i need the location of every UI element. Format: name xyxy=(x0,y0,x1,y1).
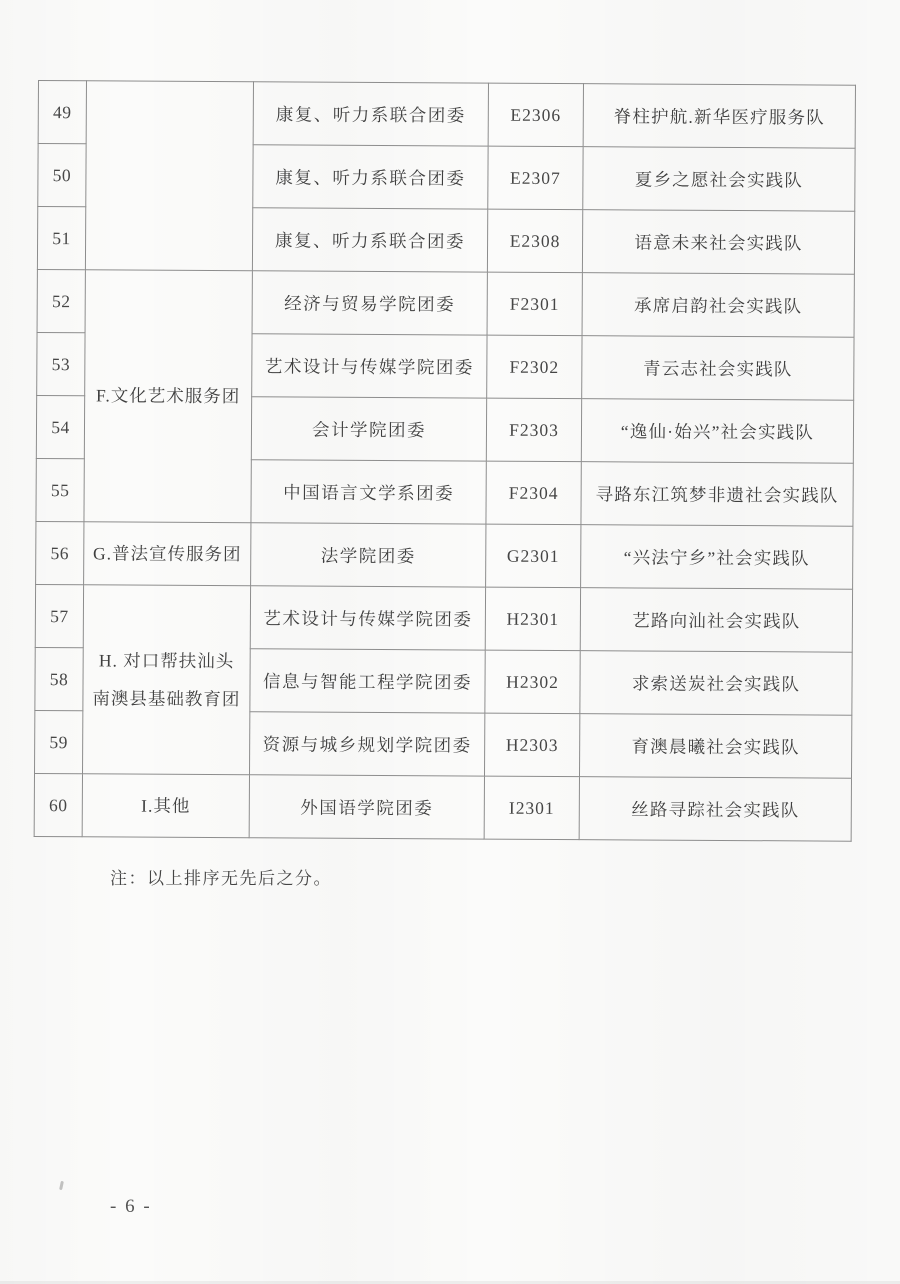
cell-code: H2302 xyxy=(485,650,580,714)
cell-code: I2301 xyxy=(484,776,579,840)
cell-team-name: 语意未来社会实践队 xyxy=(582,210,854,275)
cell-team-name: 寻路东江筑梦非遗社会实践队 xyxy=(581,462,853,527)
cell-row-number: 58 xyxy=(35,647,83,710)
cell-team-name: “兴法宁乡”社会实践队 xyxy=(581,525,853,590)
cell-row-number: 52 xyxy=(37,269,85,332)
cell-row-number: 51 xyxy=(37,207,85,270)
cell-committee: 信息与智能工程学院团委 xyxy=(250,649,485,713)
cell-committee: 外国语学院团委 xyxy=(249,775,484,839)
cell-row-number: 56 xyxy=(36,521,84,584)
cell-committee: 中国语言文学系团委 xyxy=(251,460,486,524)
cell-code: F2301 xyxy=(487,272,582,336)
cell-row-number: 59 xyxy=(35,710,83,773)
table-row xyxy=(35,584,852,652)
cell-team-name: 育澳晨曦社会实践队 xyxy=(579,714,851,779)
cell-team-name: 脊柱护航.新华医疗服务队 xyxy=(583,84,855,149)
cell-code: F2303 xyxy=(486,398,581,462)
cell-code: H2303 xyxy=(484,713,579,777)
cell-service-group xyxy=(85,81,253,271)
cell-row-number: 57 xyxy=(35,584,83,647)
cell-code: E2307 xyxy=(488,146,583,210)
cell-code: F2302 xyxy=(487,335,582,399)
cell-committee: 法学院团委 xyxy=(251,523,486,587)
table-row xyxy=(37,269,854,337)
cell-committee: 经济与贸易学院团委 xyxy=(252,271,487,335)
cell-team-name: 青云志社会实践队 xyxy=(582,336,854,401)
cell-team-name: 丝路寻踪社会实践队 xyxy=(579,777,851,842)
cell-committee: 康复、听力系联合团委 xyxy=(252,208,487,272)
table-row xyxy=(38,81,855,149)
footnote-text: 注：以上排序无先后之分。 xyxy=(110,869,332,888)
cell-row-number: 49 xyxy=(38,81,86,144)
cell-team-name: 艺路向汕社会实践队 xyxy=(580,588,852,653)
cell-team-name: 承席启韵社会实践队 xyxy=(582,273,854,338)
cell-committee: 康复、听力系联合团委 xyxy=(253,145,488,209)
cell-row-number: 55 xyxy=(36,458,84,521)
cell-committee: 康复、听力系联合团委 xyxy=(253,82,488,146)
table-row xyxy=(34,773,851,841)
table-row xyxy=(36,521,853,589)
cell-team-name: 夏乡之愿社会实践队 xyxy=(583,147,855,212)
page-number: - 6 - xyxy=(110,1196,152,1217)
cell-row-number: 60 xyxy=(34,773,82,836)
cell-code: E2306 xyxy=(488,83,583,147)
cell-team-name: “逸仙·始兴”社会实践队 xyxy=(581,399,853,464)
cell-row-number: 50 xyxy=(38,144,86,207)
cell-committee: 艺术设计与传媒学院团委 xyxy=(250,586,485,650)
cell-service-group: G.普法宣传服务团 xyxy=(84,522,251,586)
cell-committee: 艺术设计与传媒学院团委 xyxy=(252,334,487,398)
cell-service-group: H. 对口帮扶汕头 南澳县基础教育团 xyxy=(83,585,251,775)
cell-service-group: I.其他 xyxy=(82,774,249,838)
cell-committee: 资源与城乡规划学院团委 xyxy=(250,712,485,776)
cell-row-number: 54 xyxy=(36,395,84,458)
cell-code: E2308 xyxy=(487,209,582,273)
cell-service-group: F.文化艺术服务团 xyxy=(84,270,252,523)
cell-row-number: 53 xyxy=(37,332,85,395)
cell-team-name: 求索送炭社会实践队 xyxy=(580,651,852,716)
cell-code: G2301 xyxy=(486,524,581,588)
scan-artifact xyxy=(59,1181,64,1190)
practice-teams-table xyxy=(34,80,856,842)
cell-committee: 会计学院团委 xyxy=(251,397,486,461)
cell-code: H2301 xyxy=(485,587,580,651)
cell-code: F2304 xyxy=(486,461,581,525)
